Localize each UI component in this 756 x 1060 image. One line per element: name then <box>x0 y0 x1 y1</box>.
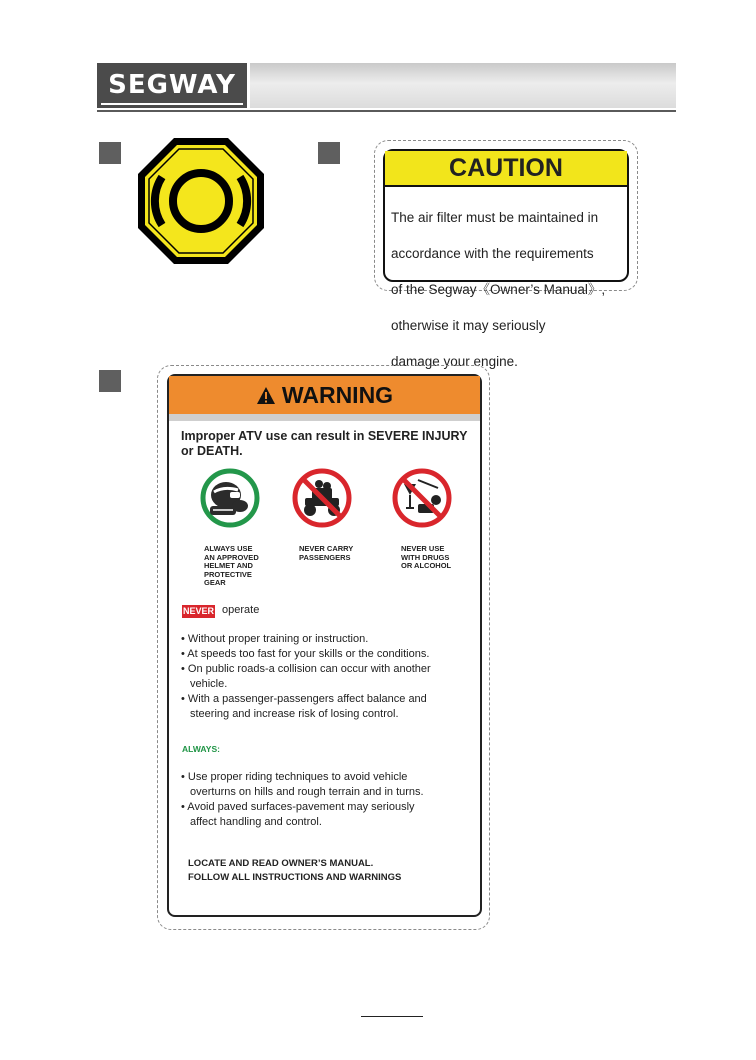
caption-line: OR ALCOHOL <box>401 561 452 570</box>
caution-line: The air filter must be maintained in <box>391 210 599 225</box>
caution-label <box>383 149 629 369</box>
pictogram-caption-passengers <box>299 545 369 587</box>
never-text: operate <box>222 604 260 616</box>
header-rule <box>97 110 676 112</box>
bullet-line: • At speeds too fast for your skills or the conditions. <box>181 648 430 660</box>
warning-header <box>169 376 480 414</box>
bullet-line: vehicle. <box>190 678 228 690</box>
intro-line: or DEATH. <box>181 444 243 458</box>
warning-header-strip <box>169 414 480 421</box>
warning-triangle-icon <box>256 386 276 405</box>
no-drugs-alcohol-icon <box>392 468 452 528</box>
bullet-line: affect handling and control. <box>190 816 322 828</box>
bullet-line: • Avoid paved surfaces-pavement may seriously <box>181 801 415 813</box>
caption-line: GEAR <box>204 578 226 587</box>
caution-line: of the Segway《Owner’s Manual》, <box>391 282 606 297</box>
no-passengers-icon <box>292 468 352 528</box>
intro-line: Improper ATV use can result in SEVERE INJURY <box>181 429 468 443</box>
bullet-line: • Use proper riding techniques to avoid vehicle <box>181 771 408 783</box>
caution-line: accordance with the requirements <box>391 246 594 261</box>
item-marker-3 <box>99 370 121 392</box>
caption-line: HELMET AND <box>204 561 253 570</box>
caption-line: PASSENGERS <box>299 552 351 562</box>
always-bullet-list <box>181 770 481 830</box>
never-bullet <box>181 662 481 692</box>
warning-label <box>167 374 482 917</box>
brand-name: SEGWAY <box>108 70 236 100</box>
page-number-rule <box>361 1016 423 1017</box>
never-tag: NEVER <box>182 606 214 616</box>
caution-line: damage your engine. <box>391 354 518 369</box>
footer-line: FOLLOW ALL INSTRUCTIONS AND WARNINGS <box>188 872 402 883</box>
brake-warning-octagon-icon <box>135 135 267 267</box>
never-bullet-list <box>181 632 481 722</box>
caution-line: otherwise it may seriously <box>391 318 546 333</box>
warning-title: WARNING <box>281 382 394 408</box>
always-bullet <box>181 800 481 830</box>
warning-footer <box>188 857 473 885</box>
never-bullet <box>181 692 481 722</box>
helmet-icon <box>200 468 260 528</box>
bullet-line: • On public roads-a collision can occur with another <box>181 663 431 675</box>
caution-text <box>385 187 627 389</box>
item-marker-1 <box>99 142 121 164</box>
caption-line: PROTECTIVE <box>204 569 252 579</box>
item-marker-2 <box>318 142 340 164</box>
bullet-line: • Without proper training or instruction. <box>181 633 369 645</box>
warning-intro <box>181 429 481 459</box>
always-label: ALWAYS: <box>182 744 220 754</box>
always-bullet <box>181 770 481 800</box>
bullet-line: overturns on hills and rough terrain and in turns. <box>190 786 424 798</box>
caption-line: ALWAYS USE <box>204 544 253 553</box>
never-bullet <box>181 632 481 647</box>
pictogram-caption-drugs <box>401 545 471 587</box>
caption-line: AN APPROVED <box>204 552 259 562</box>
pictogram-caption-helmet <box>204 545 274 587</box>
caption-line: NEVER CARRY <box>299 544 354 553</box>
caution-title: CAUTION <box>385 151 627 187</box>
caption-line: NEVER USE <box>401 544 445 553</box>
bullet-line: steering and increase risk of losing control. <box>190 708 399 720</box>
header-bar <box>250 63 676 108</box>
caption-line: WITH DRUGS <box>401 552 450 562</box>
never-bullet <box>181 647 481 662</box>
bullet-line: • With a passenger-passengers affect balance and <box>181 693 427 705</box>
footer-line: LOCATE AND READ OWNER’S MANUAL. <box>188 858 374 869</box>
segway-logo <box>97 63 247 108</box>
